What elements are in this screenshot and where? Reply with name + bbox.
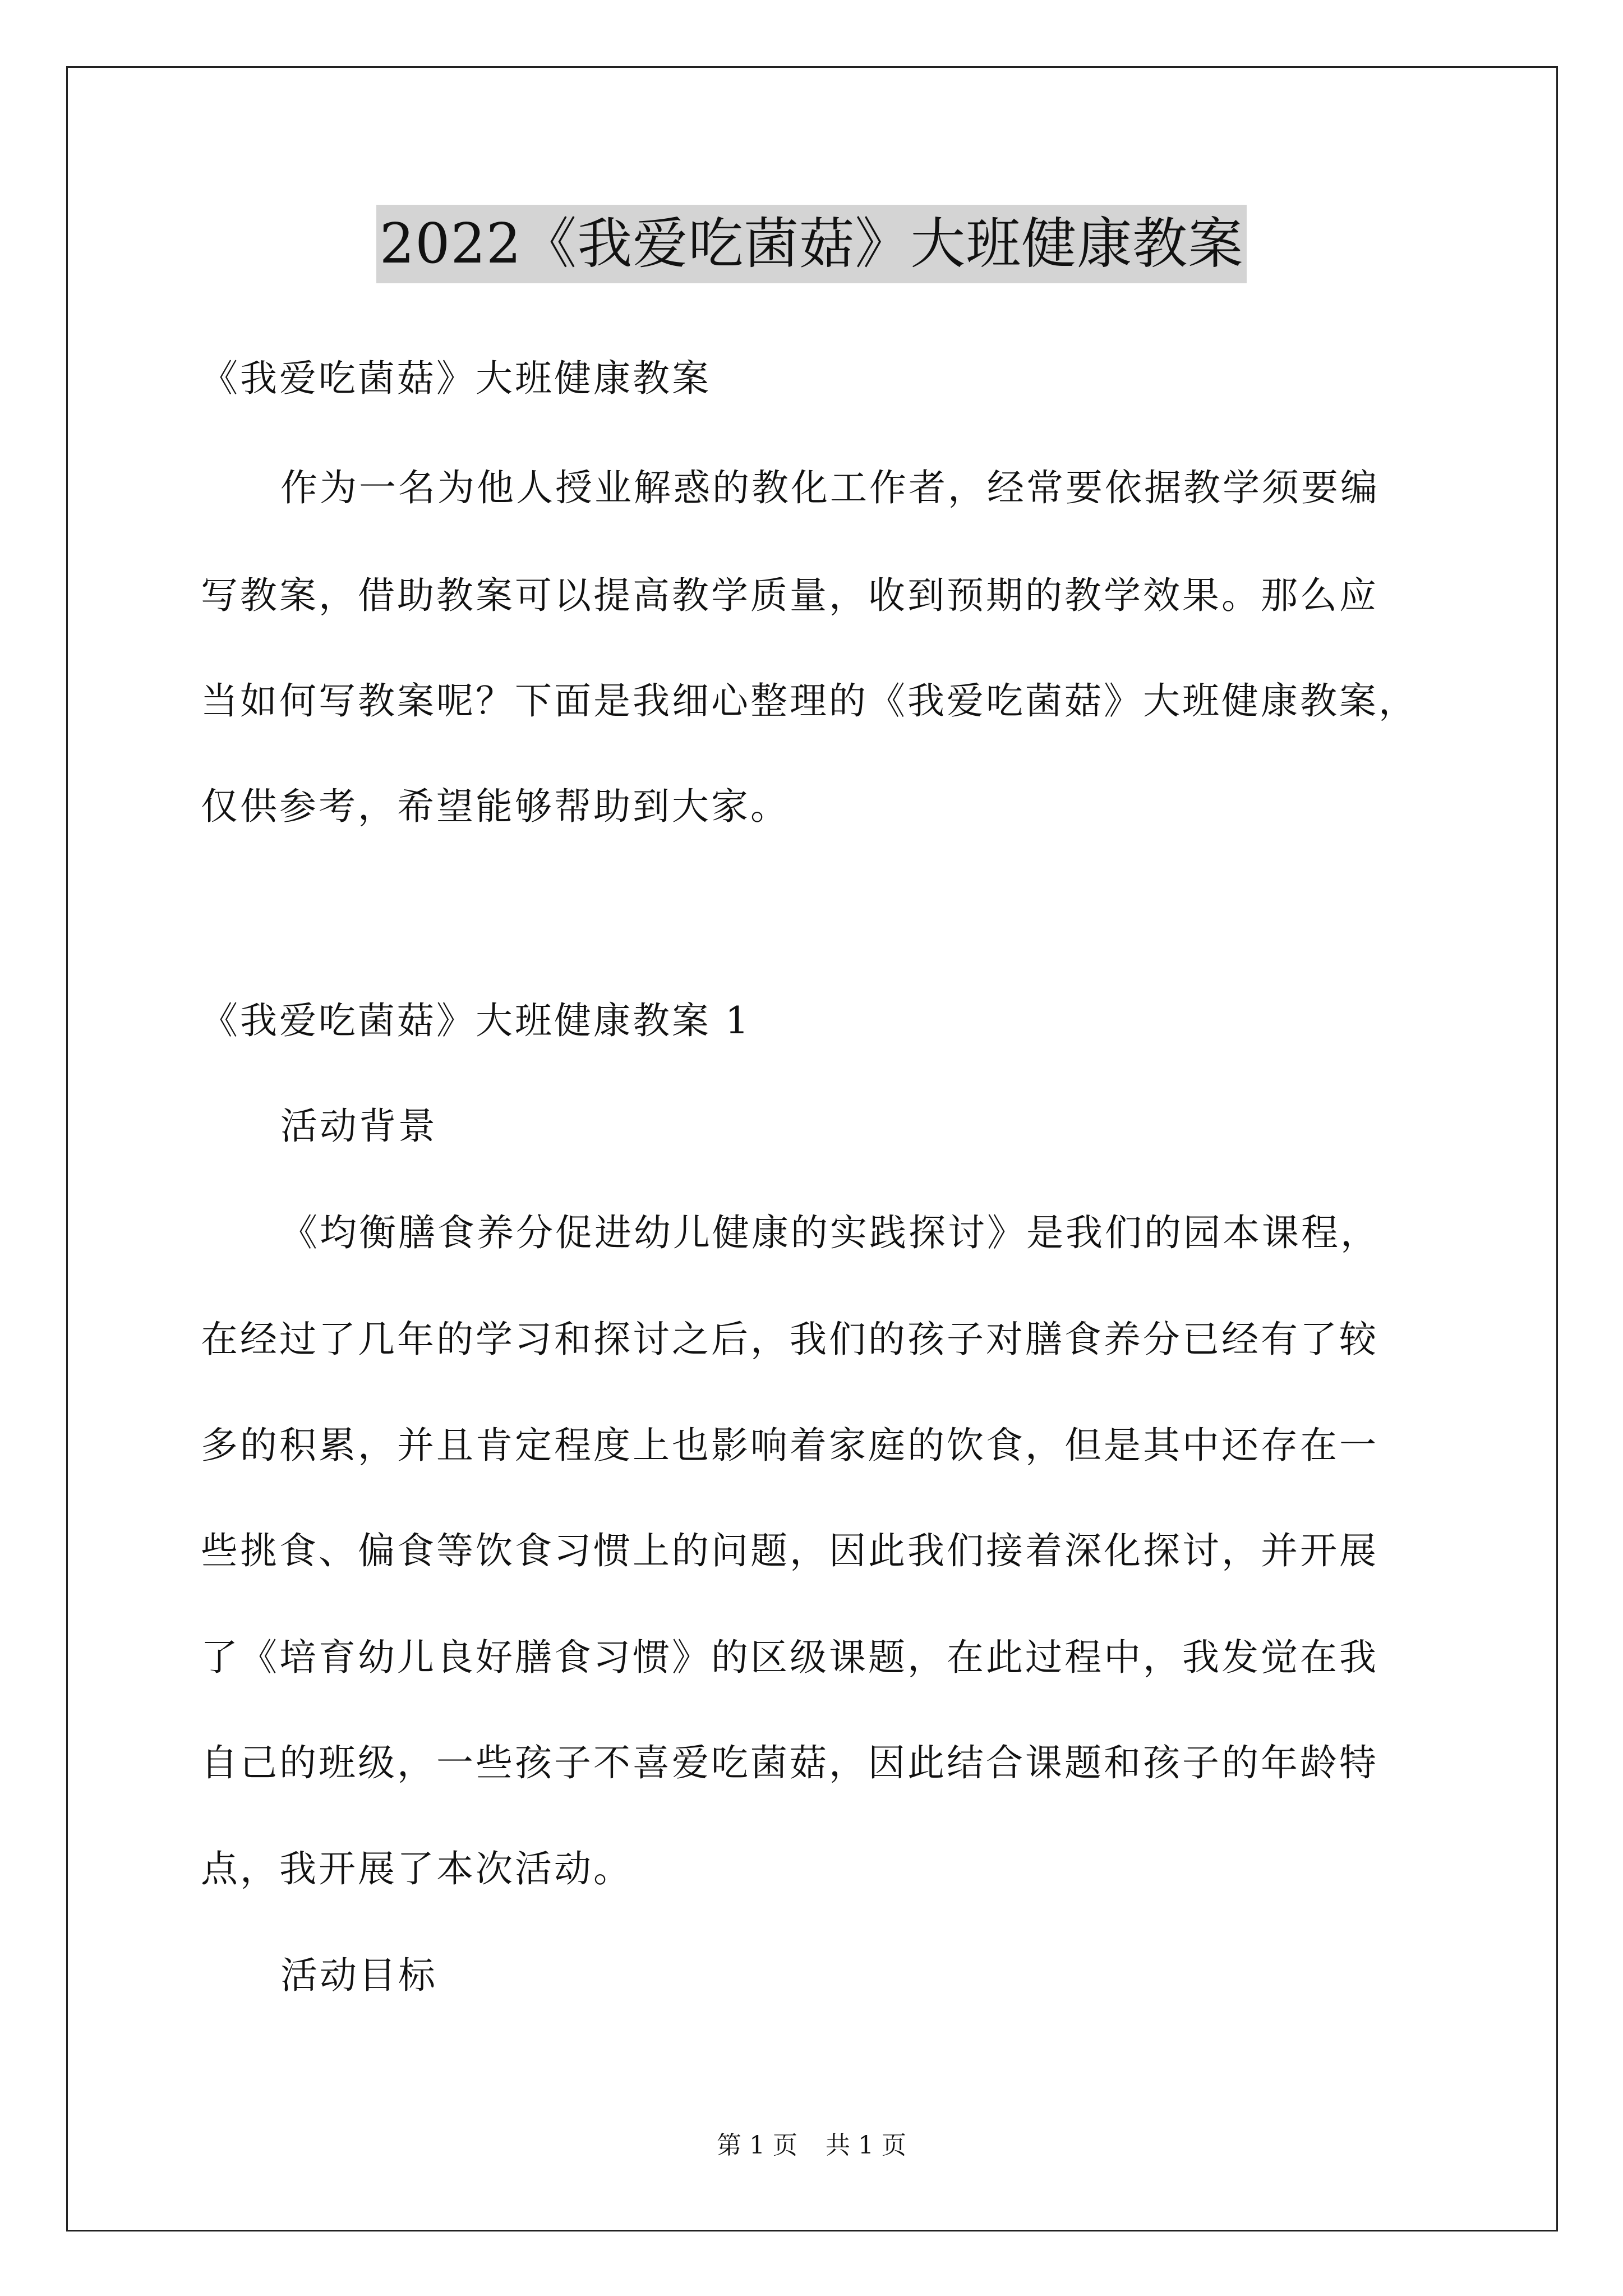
intro-line: 作为一名为他人授业解惑的教化工作者，经常要依据教学须要编 <box>280 466 1380 509</box>
intro-line: 仅供参考，希望能够帮助到大家。 <box>201 785 790 828</box>
goal-heading: 活动目标 <box>280 1954 437 1997</box>
background-line: 《均衡膳食养分促进幼儿健康的实践探讨》是我们的园本课程， <box>280 1211 1380 1254</box>
background-line: 了《培育幼儿良好膳食习惯》的区级课题，在此过程中，我发觉在我 <box>201 1636 1378 1679</box>
document-subtitle: 《我爱吃菌菇》大班健康教案 <box>201 357 711 400</box>
background-line: 点，我开展了本次活动。 <box>201 1847 633 1890</box>
page-number: 第 1 页 <box>717 2131 797 2160</box>
intro-line: 当如何写教案呢？下面是我细心整理的《我爱吃菌菇》大班健康教案， <box>201 679 1418 723</box>
document-title: 2022《我爱吃菌菇》大班健康教案 <box>376 205 1247 283</box>
page-footer <box>0 2129 1623 2162</box>
background-line: 多的积累，并且肯定程度上也影响着家庭的饮食，但是其中还存在一 <box>201 1424 1378 1467</box>
page-total: 共 1 页 <box>826 2131 906 2160</box>
section-heading: 《我爱吃菌菇》大班健康教案 1 <box>201 999 751 1042</box>
title-wrap <box>0 205 1623 283</box>
background-line: 些挑食、偏食等饮食习惯上的问题，因此我们接着深化探讨，并开展 <box>201 1529 1378 1572</box>
background-line: 在经过了几年的学习和探讨之后，我们的孩子对膳食养分已经有了较 <box>201 1318 1378 1361</box>
background-heading: 活动背景 <box>280 1105 437 1148</box>
intro-line: 写教案，借助教案可以提高教学质量，收到预期的教学效果。那么应 <box>201 574 1378 617</box>
background-line: 自己的班级，一些孩子不喜爱吃菌菇，因此结合课题和孩子的年龄特 <box>201 1741 1378 1784</box>
